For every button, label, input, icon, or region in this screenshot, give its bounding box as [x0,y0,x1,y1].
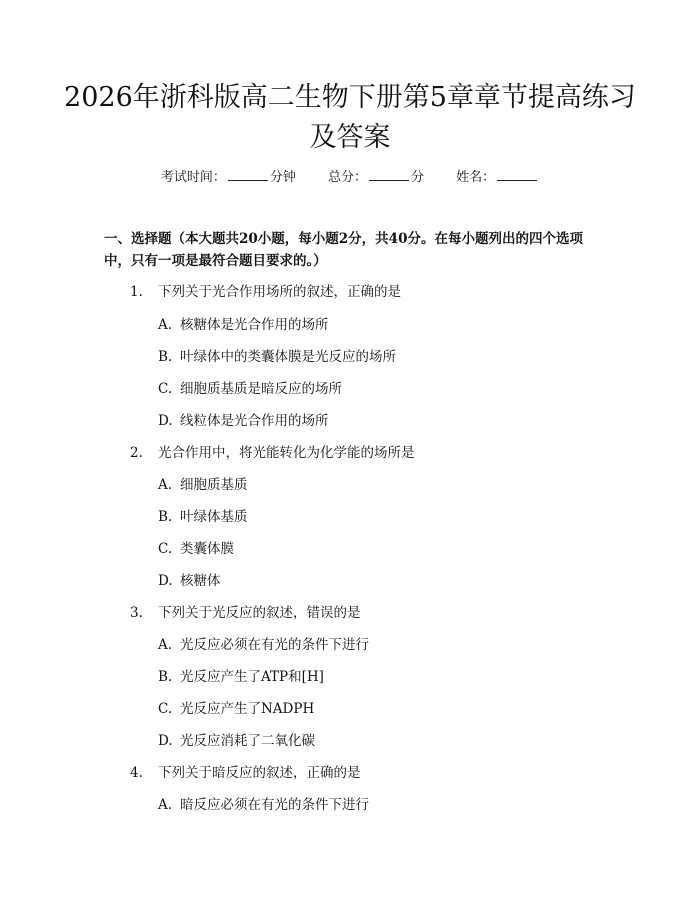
exam-time-blank [228,168,268,181]
answer-option [158,795,369,815]
answer-option [158,507,248,527]
option-text: 光反应产生了NADPH [180,701,315,717]
total-score-unit: 分 [411,170,425,185]
option-letter: B. [158,349,173,365]
option-letter: A. [158,637,173,653]
question-item [130,603,361,623]
option-letter: B. [158,669,173,685]
question-number: 2. [130,445,143,461]
option-text: 叶绿体中的类囊体膜是光反应的场所 [180,349,396,365]
question-number: 4. [130,765,143,781]
page-title: 2026年浙科版高二生物下册第5章章节提高练习及答案 [64,82,636,153]
student-name-label: 姓名： [456,170,496,185]
option-text: 线粒体是光合作用的场所 [180,413,329,429]
option-letter: C. [158,701,173,717]
question-item [130,763,361,783]
option-text: 核糖体 [180,573,221,589]
option-text: 暗反应必须在有光的条件下进行 [180,797,369,813]
total-score-label: 总分： [327,170,367,185]
answer-option [158,379,342,399]
option-letter: C. [158,381,173,397]
question-text: 下列关于光合作用场所的叙述，正确的是 [158,284,401,300]
option-text: 类囊体膜 [180,541,234,557]
option-text: 细胞质基质 [180,477,248,493]
question-number: 3. [130,605,143,621]
option-letter: D. [158,413,173,429]
option-letter: C. [158,541,173,557]
option-letter: B. [158,509,173,525]
option-letter: D. [158,733,173,749]
answer-option [158,315,329,335]
question-text: 光合作用中，将光能转化为化学能的场所是 [158,445,415,461]
exam-time-field [161,168,296,188]
option-letter: A. [158,797,173,813]
answer-option [158,411,329,431]
option-text: 光反应消耗了二氧化碳 [180,733,315,749]
question-text: 下列关于暗反应的叙述，正确的是 [158,765,361,781]
section-heading: 一、选择题（本大题共20小题，每小题2分，共40分。在每小题列出的四个选项中，只有一项是最符合题目要求的。） [104,231,583,269]
total-score-blank [369,168,409,181]
answer-option [158,635,369,655]
question-number: 1. [130,284,143,300]
exam-time-label: 考试时间： [160,170,226,185]
option-text: 细胞质基质是暗反应的场所 [180,381,342,397]
question-text: 下列关于光反应的叙述，错误的是 [158,605,361,621]
option-text: 光反应产生了ATP和[H] [180,669,324,685]
total-score-field [328,168,424,188]
answer-option [158,731,315,751]
student-name-blank [497,168,537,181]
option-text: 叶绿体基质 [180,509,248,525]
question-item [130,282,401,302]
answer-option [158,699,314,719]
answer-option [158,347,396,367]
question-item [130,443,415,463]
answer-option [158,667,324,687]
student-name-field [456,168,539,188]
answer-option [158,539,234,559]
exam-info-line [0,168,700,188]
exam-time-unit: 分钟 [269,170,296,185]
option-text: 核糖体是光合作用的场所 [180,317,329,333]
option-letter: A. [158,317,173,333]
option-text: 光反应必须在有光的条件下进行 [180,637,369,653]
answer-option [158,475,248,495]
option-letter: A. [158,477,173,493]
option-letter: D. [158,573,173,589]
answer-option [158,571,221,591]
